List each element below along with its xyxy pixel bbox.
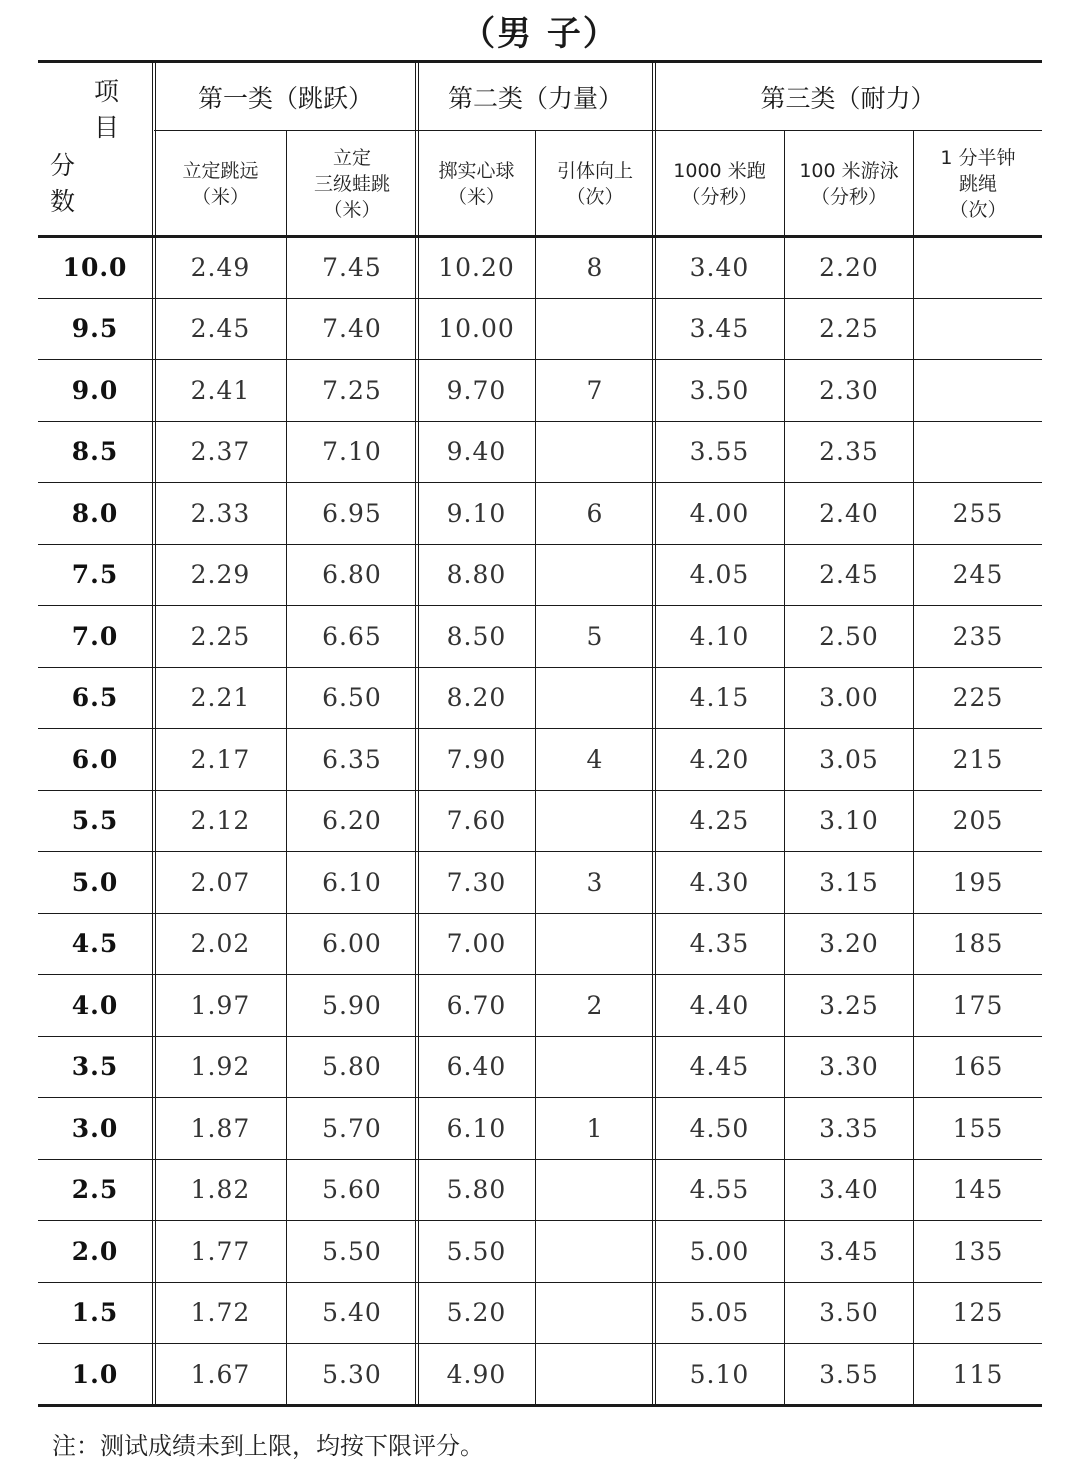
table-cell: 5.30 [322,1359,382,1389]
column-header: 100 米游泳 （分秒） [799,159,899,208]
score-cell: 2.0 [71,1236,119,1266]
score-cell: 3.5 [71,1052,119,1082]
column-header: 掷实心球 （米） [438,159,515,208]
table-cell: 2.25 [819,314,879,344]
group-divider [152,60,153,1405]
score-cell: 4.0 [71,990,119,1020]
table-cell [916,360,1040,421]
table-cell [916,299,1040,360]
table-cell: 175 [952,990,1004,1020]
table-cell: 5.40 [322,1298,382,1328]
score-cell: 1.0 [71,1359,119,1389]
table-cell: 195 [952,867,1004,897]
table-cell: 3.45 [689,314,750,344]
table-cell: 6.10 [446,1113,507,1143]
table-cell: 3.55 [819,1359,879,1389]
table-cell: 8.20 [446,683,507,713]
table-cell [916,237,1040,298]
table-cell: 6.95 [322,498,382,528]
table-cell: 3.55 [689,437,750,467]
table-cell [916,422,1040,483]
score-cell: 4.5 [71,929,119,959]
table-cell: 7.00 [446,929,507,959]
table-cell [538,1283,652,1344]
table-cell [538,299,652,360]
table-cell: 4.40 [689,990,750,1020]
table-cell: 7.25 [322,375,382,405]
table-cell: 245 [952,560,1004,590]
table-cell [538,545,652,606]
table-cell: 255 [952,498,1004,528]
table-cell: 125 [952,1298,1004,1328]
table-cell: 4.90 [446,1359,507,1389]
table-cell: 4.55 [689,1175,750,1205]
table-cell: 3.15 [819,867,879,897]
table-cell: 4.50 [689,1113,750,1143]
table-cell [538,914,652,975]
column-divider [913,130,914,1405]
table-cell: 4.10 [689,621,750,651]
column-divider [286,130,287,1405]
column-header: 引体向上 （次） [556,159,633,208]
table-cell: 4.05 [689,560,750,590]
table-cell: 8.80 [446,560,507,590]
table-cell: 2.45 [190,314,251,344]
score-cell: 5.5 [71,806,119,836]
table-cell: 2 [586,990,604,1020]
score-cell: 5.0 [71,867,119,897]
table-cell: 9.70 [446,375,507,405]
table-cell [538,791,652,852]
score-cell: 9.0 [71,375,119,405]
footnote: 注：测试成绩未到上限，均按下限评分。 [52,1432,484,1460]
table-cell: 7.40 [322,314,382,344]
table-cell: 1.72 [190,1298,251,1328]
column-header: 立定 三级蛙跳 （米） [313,146,390,221]
table-cell: 6.65 [322,621,382,651]
table-cell: 1 [586,1113,604,1143]
table-cell: 4.25 [689,806,750,836]
table-cell: 4.20 [689,744,750,774]
table-cell: 215 [952,744,1004,774]
table-cell: 6.10 [322,867,382,897]
table-cell [538,422,652,483]
table-cell [538,1160,652,1221]
table-cell: 6.40 [446,1052,507,1082]
table-cell: 2.07 [190,867,251,897]
table-cell: 1.67 [190,1359,251,1389]
table-cell: 5 [586,621,604,651]
table-cell: 9.10 [446,498,507,528]
table-cell: 2.17 [190,744,251,774]
table-cell: 185 [952,929,1004,959]
category-header: 第一类（跳跃） [197,83,373,113]
table-cell: 5.05 [689,1298,750,1328]
table-cell: 10.20 [438,252,515,282]
table-cell: 7.90 [446,744,507,774]
table-cell: 6.00 [322,929,382,959]
score-cell: 7.5 [71,560,119,590]
table-cell: 205 [952,806,1004,836]
column-divider [784,130,785,1405]
table-cell: 4.35 [689,929,750,959]
corner-item-label: 项 目 [94,77,120,142]
table-cell: 1.97 [190,990,251,1020]
score-cell: 6.0 [71,744,119,774]
table-cell: 2.50 [819,621,879,651]
score-cell: 8.0 [71,498,119,528]
table-cell: 2.29 [190,560,251,590]
table-cell: 165 [952,1052,1004,1082]
table-cell: 10.00 [438,314,515,344]
table-cell: 3.20 [819,929,879,959]
table-cell: 5.00 [689,1236,750,1266]
table-cell: 5.80 [322,1052,382,1082]
table-cell: 155 [952,1113,1004,1143]
table-cell: 2.12 [190,806,251,836]
score-cell: 7.0 [71,621,119,651]
table-cell: 2.33 [190,498,251,528]
score-cell: 9.5 [71,314,119,344]
table-cell [538,668,652,729]
table-cell: 5.90 [322,990,382,1020]
category-header: 第二类（力量） [447,83,623,113]
table-cell: 3.50 [819,1298,879,1328]
table-cell: 6.80 [322,560,382,590]
column-divider [535,130,536,1405]
table-cell: 3.30 [819,1052,879,1082]
table-cell: 2.41 [190,375,251,405]
table-cell: 2.20 [819,252,879,282]
table-cell: 1.87 [190,1113,251,1143]
table-cell: 145 [952,1175,1004,1205]
score-cell: 3.0 [71,1113,119,1143]
table-cell: 1.92 [190,1052,251,1082]
table-cell: 6.50 [322,683,382,713]
table-cell: 3.35 [819,1113,879,1143]
score-cell: 1.5 [71,1298,119,1328]
table-cell: 5.60 [322,1175,382,1205]
table-cell: 7.60 [446,806,507,836]
table-cell: 3.40 [819,1175,879,1205]
table-cell: 2.49 [190,252,251,282]
page-title: （男 子） [461,14,619,54]
table-cell: 235 [952,621,1004,651]
table-cell: 6.35 [322,744,382,774]
table-cell [538,1037,652,1098]
table-cell: 5.20 [446,1298,507,1328]
table-cell: 4 [586,744,604,774]
table-cell: 3.50 [689,375,750,405]
table-cell: 8.50 [446,621,507,651]
table-cell [538,1221,652,1282]
corner-score-label: 分 数 [50,151,76,216]
category-header: 第三类（耐力） [760,83,936,113]
table-cell: 135 [952,1236,1004,1266]
table-cell: 5.80 [446,1175,507,1205]
table-cell: 2.02 [190,929,251,959]
group-divider [415,60,416,1405]
table-cell: 5.50 [446,1236,507,1266]
table-cell: 3.25 [819,990,879,1020]
column-header: 1 分半钟 跳绳 （次） [940,146,1016,221]
score-table [38,60,1042,1408]
table-cell: 4.30 [689,867,750,897]
score-cell: 10.0 [62,252,128,282]
table-cell: 5.70 [322,1113,382,1143]
table-cell: 6 [586,498,604,528]
table-cell: 115 [952,1359,1004,1389]
table-cell: 1.77 [190,1236,251,1266]
table-cell: 6.70 [446,990,507,1020]
column-header: 1000 米跑 （分秒） [673,159,766,208]
table-cell: 2.25 [190,621,251,651]
score-cell: 6.5 [71,683,119,713]
table-cell: 5.50 [322,1236,382,1266]
table-cell: 3.45 [819,1236,879,1266]
group-divider [652,60,653,1405]
score-cell: 8.5 [71,437,119,467]
table-cell: 2.45 [819,560,879,590]
table-cell: 5.10 [689,1359,750,1389]
table-cell: 2.40 [819,498,879,528]
corner-header [38,60,154,236]
table-cell [538,1344,652,1405]
table-cell: 3.10 [819,806,879,836]
table-cell: 2.35 [819,437,879,467]
table-cell: 9.40 [446,437,507,467]
table-cell: 7.30 [446,867,507,897]
table-cell: 3.05 [819,744,879,774]
column-header: 立定跳远 （米） [182,159,259,208]
table-cell: 7.10 [322,437,382,467]
table-cell: 4.00 [689,498,750,528]
table-cell: 4.15 [689,683,750,713]
table-cell: 8 [586,252,604,282]
table-cell: 2.21 [190,683,251,713]
table-cell: 3.00 [819,683,879,713]
table-cell: 1.82 [190,1175,251,1205]
table-cell: 3.40 [689,252,750,282]
table-cell: 4.45 [689,1052,750,1082]
table-cell: 2.37 [190,437,251,467]
table-cell: 225 [952,683,1004,713]
table-cell: 7 [586,375,604,405]
table-cell: 6.20 [322,806,382,836]
table-cell: 7.45 [322,252,382,282]
table-cell: 3 [586,867,604,897]
table-cell: 2.30 [819,375,879,405]
score-cell: 2.5 [71,1175,119,1205]
